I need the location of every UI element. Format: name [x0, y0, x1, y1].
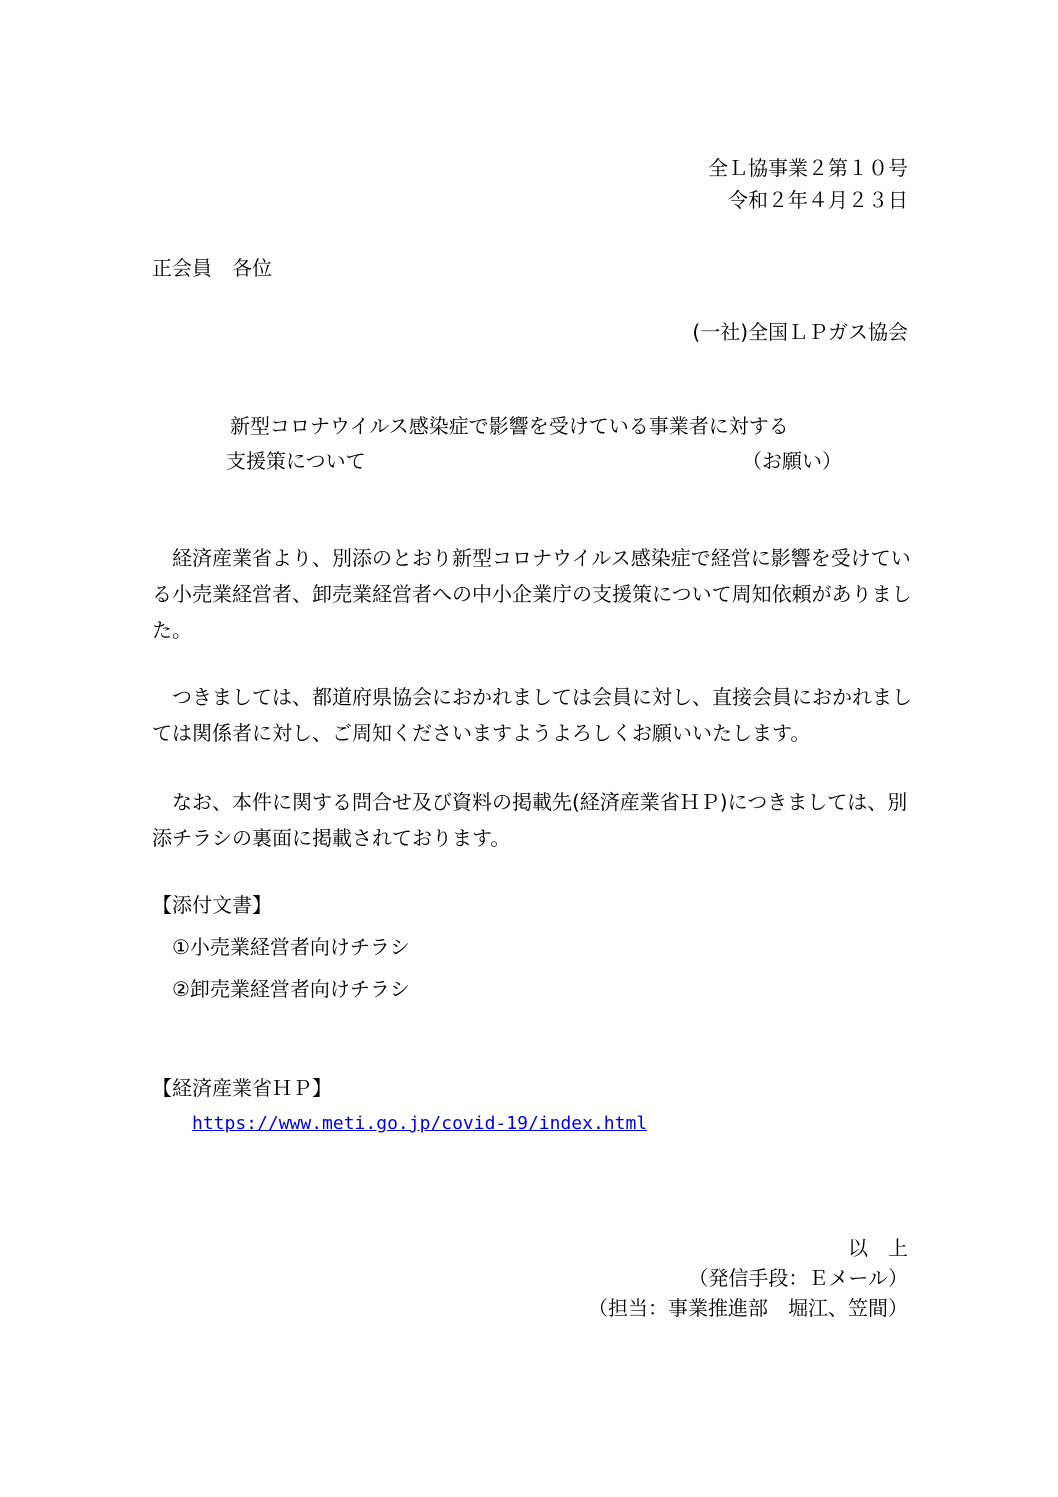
document-number: 全Ｌ協事業２第１０号: [708, 156, 908, 180]
document-date: 令和２年４月２３日: [728, 188, 908, 212]
body-paragraph-1: 経済産業省より、別添のとおり新型コロナウイルス感染症で経営に影響を受けている小売業経営者、卸売業経営者への中小企業庁の支援策について周知依頼がありました。: [152, 546, 912, 642]
meti-heading: 【経済産業省ＨＰ】: [152, 1076, 332, 1100]
closing-mark: 以 上: [848, 1236, 908, 1260]
attachments-heading: 【添付文書】: [152, 893, 272, 917]
body-paragraph-2: つきましては、都道府県協会におかれましては会員に対し、直接会員におかれましては関係者に対し、ご周知くださいますようよろしくお願いいたします。: [152, 685, 912, 745]
subject-suffix: （お願い）: [742, 449, 842, 473]
meti-url-link[interactable]: https://www.meti.go.jp/covid-19/index.html: [192, 1113, 648, 1134]
addressee: 正会員 各位: [152, 256, 272, 280]
sender-organization: (一社)全国ＬＰガス協会: [692, 320, 908, 344]
send-method: （発信手段：Ｅメール）: [688, 1266, 908, 1290]
subject-line-1: 新型コロナウイルス感染症で影響を受けている事業者に対する: [230, 414, 789, 438]
body-paragraph-3: なお、本件に関する問合せ及び資料の掲載先(経済産業省ＨＰ)につきましては、別添チラシの裏面に掲載されております。: [152, 790, 908, 850]
attachment-item: ①小売業経営者向けチラシ: [172, 935, 410, 959]
contact-person: （担当：事業推進部 堀江、笠間）: [588, 1296, 908, 1320]
subject-line-2: 支援策について: [226, 449, 366, 473]
attachment-item: ②卸売業経営者向けチラシ: [172, 977, 410, 1001]
